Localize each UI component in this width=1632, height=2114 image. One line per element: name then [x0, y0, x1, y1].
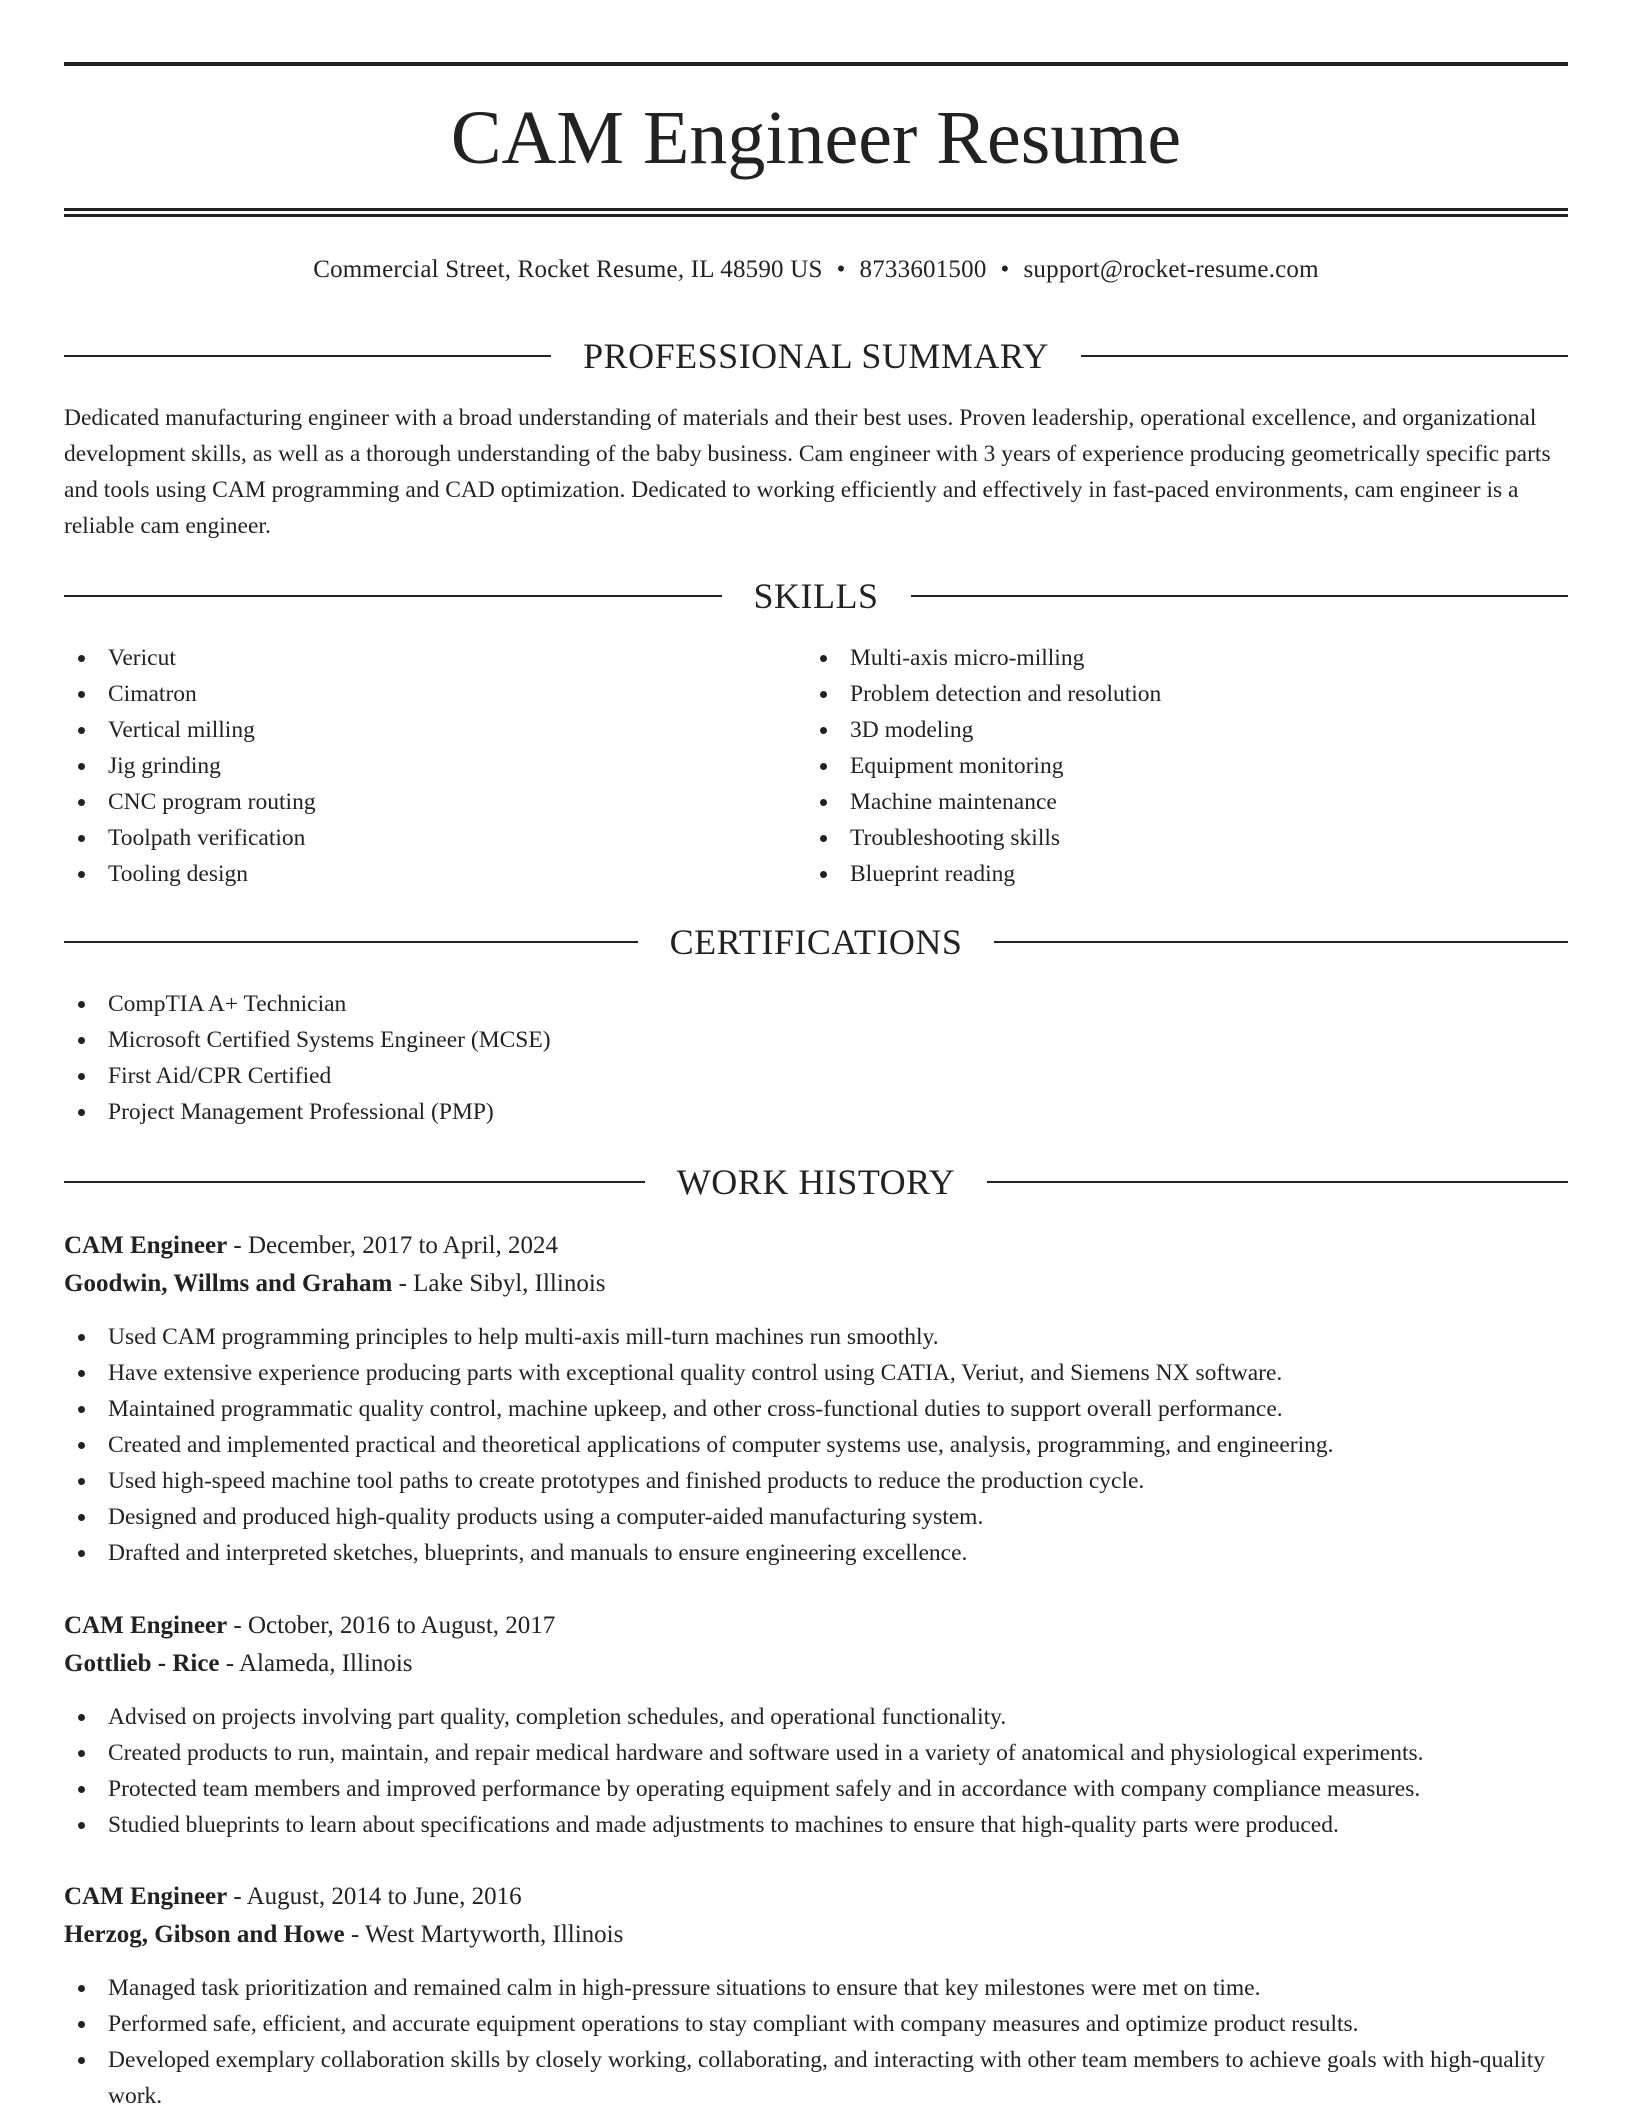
contact-phone: 8733601500 [859, 256, 987, 283]
title-double-rule [64, 208, 1568, 217]
list-item: Managed task prioritization and remained calm in high-pressure situations to ensure that key milestones were met on time. [64, 1970, 1568, 2006]
list-item: Toolpath verification [64, 820, 804, 856]
job-title: CAM Engineer [64, 1232, 228, 1259]
job-title-line [64, 1878, 1568, 1916]
dash: - [233, 1612, 242, 1639]
heading-rule [987, 1181, 1568, 1183]
job-location: Lake Sibyl, Illinois [413, 1270, 606, 1297]
job-bullets [64, 1970, 1568, 2114]
certifications-block [64, 986, 1568, 1130]
heading-rule [64, 355, 551, 357]
list-item: Microsoft Certified Systems Engineer (MCSE) [64, 1022, 1568, 1058]
dash: - [350, 1921, 360, 1948]
summary-text: Dedicated manufacturing engineer with a broad understanding of materials and their best uses. Proven leadership, operational excellence, and organizational development skills, as well as a thorough understanding of the baby business. Cam engineer with 3 years of experience producing geometrically specific parts and tools using CAM programming and CAD optimization. Dedicated to working efficiently and effectively in fast-paced environments, cam engineer is a reliable cam engineer. [64, 405, 1551, 539]
heading-rule [1081, 355, 1568, 357]
job-title: CAM Engineer [64, 1612, 228, 1639]
list-item: Protected team members and improved performance by operating equipment safely and in accordance with company compliance measures. [64, 1771, 1568, 1807]
list-item: Blueprint reading [806, 856, 1566, 892]
list-item: Used high-speed machine tool paths to create prototypes and finished products to reduce the production cycle. [64, 1463, 1568, 1499]
job-title-line [64, 1607, 1568, 1645]
page-title: CAM Engineer Resume [450, 96, 1182, 180]
contact-address: Commercial Street, Rocket Resume, IL 48590 US [313, 256, 823, 283]
list-item: First Aid/CPR Certified [64, 1058, 1568, 1094]
list-item: Project Management Professional (PMP) [64, 1094, 1568, 1130]
job-company: Gottlieb - Rice [64, 1650, 220, 1677]
job-title-line [64, 1227, 1568, 1265]
job-company-line [64, 1645, 1568, 1683]
certifications-list [64, 986, 1568, 1130]
contact-separator: • [1000, 256, 1010, 283]
job-title: CAM Engineer [64, 1883, 228, 1910]
dash: - [398, 1270, 407, 1297]
list-item: Equipment monitoring [806, 748, 1566, 784]
list-item: Designed and produced high-quality products using a computer-aided manufacturing system. [64, 1499, 1568, 1535]
section-title: SKILLS [753, 576, 879, 616]
dash: - [233, 1232, 242, 1259]
top-rule [64, 62, 1568, 66]
list-item: CNC program routing [64, 784, 804, 820]
job-bullets [64, 1319, 1568, 1571]
list-item: Performed safe, efficient, and accurate equipment operations to stay compliant with company measures and optimize product results. [64, 2006, 1568, 2042]
job-dates: August, 2014 to June, 2016 [246, 1883, 522, 1910]
job-dates: December, 2017 to April, 2024 [248, 1232, 559, 1259]
list-item: Cimatron [64, 676, 804, 712]
list-item: Advised on projects involving part quality, completion schedules, and operational functionality. [64, 1699, 1568, 1735]
dash: - [225, 1650, 235, 1677]
job-company-line [64, 1265, 1568, 1303]
heading-rule [64, 941, 638, 943]
dash: - [233, 1883, 242, 1910]
list-item: Jig grinding [64, 748, 804, 784]
list-item: Studied blueprints to learn about specifications and made adjustments to machines to ensure that high-quality parts were produced. [64, 1807, 1568, 1843]
skills-list-left [64, 640, 804, 892]
list-item: Drafted and interpreted sketches, blueprints, and manuals to ensure engineering excellence. [64, 1535, 1568, 1571]
list-item: Troubleshooting skills [806, 820, 1566, 856]
list-item: Vertical milling [64, 712, 804, 748]
contact-line [64, 252, 1568, 288]
list-item: Machine maintenance [806, 784, 1566, 820]
heading-rule [911, 595, 1569, 597]
job-company: Goodwin, Willms and Graham [64, 1270, 393, 1297]
list-item: Maintained programmatic quality control, machine upkeep, and other cross-functional duties to support overall performance. [64, 1391, 1568, 1427]
heading-rule [64, 1181, 645, 1183]
skills-column-right [806, 640, 1566, 892]
section-title: WORK HISTORY [676, 1162, 956, 1202]
skills-list-right [806, 640, 1566, 892]
job-company: Herzog, Gibson and Howe [64, 1921, 345, 1948]
section-heading-work-history [64, 1160, 1568, 1204]
list-item: Used CAM programming principles to help multi-axis mill-turn machines run smoothly. [64, 1319, 1568, 1355]
job-location: Alameda, Illinois [238, 1650, 413, 1677]
section-title: PROFESSIONAL SUMMARY [583, 336, 1049, 376]
heading-rule [994, 941, 1568, 943]
list-item: Have extensive experience producing parts with exceptional quality control using CATIA, Veriut, and Siemens NX software. [64, 1355, 1568, 1391]
section-heading-certifications [64, 920, 1568, 964]
contact-separator: • [836, 256, 846, 283]
heading-rule [64, 595, 722, 597]
job-entry [64, 1227, 1568, 1571]
list-item: 3D modeling [806, 712, 1566, 748]
list-item: Tooling design [64, 856, 804, 892]
job-bullets [64, 1699, 1568, 1843]
list-item: Problem detection and resolution [806, 676, 1566, 712]
job-entry [64, 1878, 1568, 2114]
section-heading-summary [64, 334, 1568, 378]
job-company-line [64, 1916, 1568, 1954]
job-entry [64, 1607, 1568, 1843]
list-item: Multi-axis micro-milling [806, 640, 1566, 676]
section-title: CERTIFICATIONS [669, 922, 963, 962]
section-heading-skills [64, 574, 1568, 618]
list-item: Vericut [64, 640, 804, 676]
contact-email: support@rocket-resume.com [1023, 256, 1319, 283]
list-item: Created products to run, maintain, and repair medical hardware and software used in a variety of anatomical and physiological experiments. [64, 1735, 1568, 1771]
skills-column-left [64, 640, 804, 892]
list-item: Developed exemplary collaboration skills by closely working, collaborating, and interacting with other team members to achieve goals with high-quality work. [64, 2042, 1568, 2114]
job-location: West Martyworth, Illinois [364, 1921, 624, 1948]
list-item: Created and implemented practical and theoretical applications of computer systems use, analysis, programming, and engineering. [64, 1427, 1568, 1463]
job-dates: October, 2016 to August, 2017 [248, 1612, 556, 1639]
list-item: CompTIA A+ Technician [64, 986, 1568, 1022]
